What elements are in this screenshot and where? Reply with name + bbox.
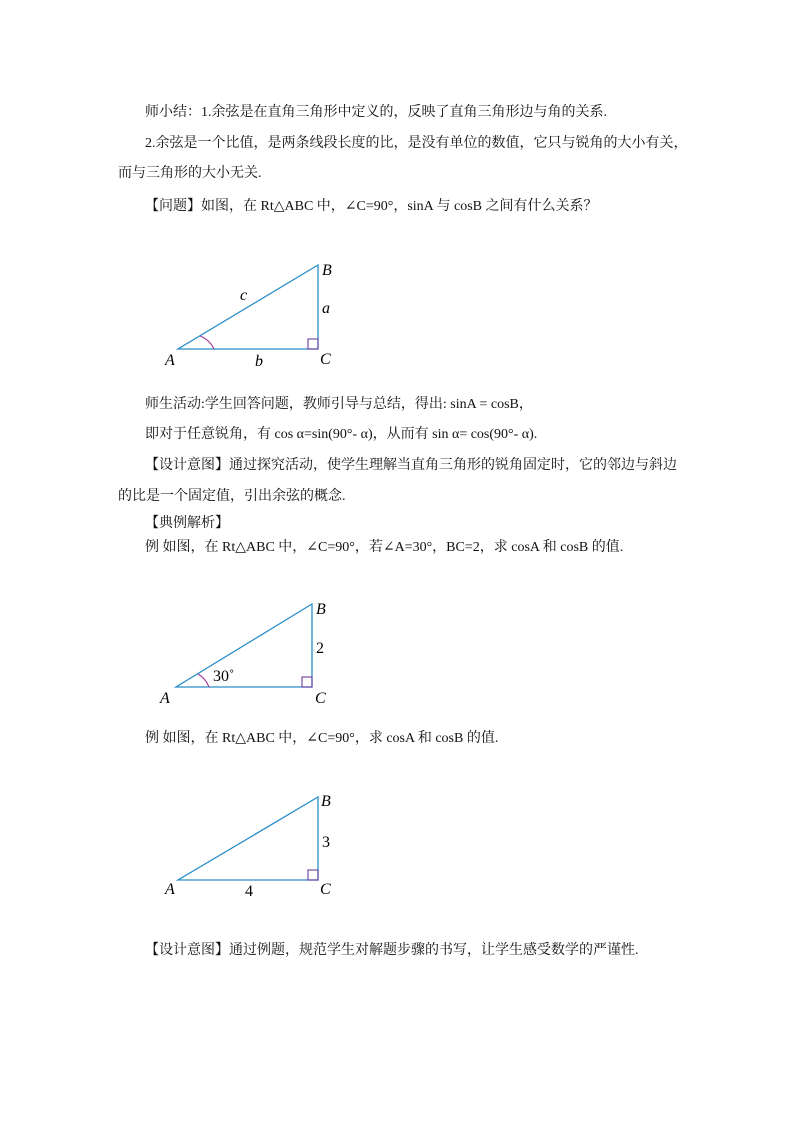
intent-1-line-2: 的比是一个固定值，引出余弦的概念. <box>118 489 346 504</box>
summary-line-1: 师小结：1.余弦是在直角三角形中定义的，反映了直角三角形边与角的关系. <box>145 105 607 120</box>
activity-line-2: 即对于任意锐角，有 cos α=sin(90°- α)，从而有 sin α= cos(90°- α). <box>145 427 538 442</box>
example-heading: 【典例解析】 <box>145 516 229 531</box>
fig1-side-a: a <box>322 300 330 317</box>
fig1-side-c: c <box>240 287 248 304</box>
figure-1-shape <box>178 265 318 349</box>
fig3-side-ac: 4 <box>245 883 253 900</box>
fig3-label-C: C <box>320 881 331 898</box>
activity-line-1: 师生活动:学生回答问题，教师引导与总结，得出: sinA = cosB， <box>145 397 533 412</box>
fig2-side-bc: 2 <box>316 640 324 657</box>
intent-2-text: 【设计意图】通过例题，规范学生对解题步骤的书写，让学生感受数学的严谨性. <box>145 943 639 958</box>
example-1-text: 例 如图，在 Rt△ABC 中，∠C=90°，若∠A=30°，BC=2，求 cosA 和 cosB 的值. <box>145 540 624 555</box>
fig1-side-b: b <box>255 353 263 370</box>
fig2-label-A: A <box>160 690 170 707</box>
fig3-side-bc: 3 <box>322 834 330 851</box>
fig2-label-B: B <box>316 601 326 618</box>
fig1-label-B: B <box>322 262 332 279</box>
fig2-angle-label: 30˚ <box>213 668 235 685</box>
fig1-label-C: C <box>320 351 331 368</box>
figure-2-shape <box>176 604 312 687</box>
example-2-text: 例 如图，在 Rt△ABC 中，∠C=90°，求 cosA 和 cosB 的值. <box>145 731 499 746</box>
fig1-label-A: A <box>165 352 175 369</box>
fig3-label-A: A <box>165 881 175 898</box>
fig2-label-C: C <box>315 690 326 707</box>
intent-1-line-1: 【设计意图】通过探究活动，使学生理解当直角三角形的锐角固定时，它的邻边与斜边 <box>145 458 677 473</box>
fig3-label-B: B <box>321 793 331 810</box>
summary-line-2: 2.余弦是一个比值，是两条线段长度的比，是没有单位的数值，它只与锐角的大小有关， <box>145 136 688 151</box>
figure-3-shape <box>178 797 318 880</box>
question-text: 【问题】如图，在 Rt△ABC 中，∠C=90°，sinA 与 cosB 之间有什么关系？ <box>145 199 598 214</box>
summary-line-3: 而与三角形的大小无关. <box>118 166 262 181</box>
